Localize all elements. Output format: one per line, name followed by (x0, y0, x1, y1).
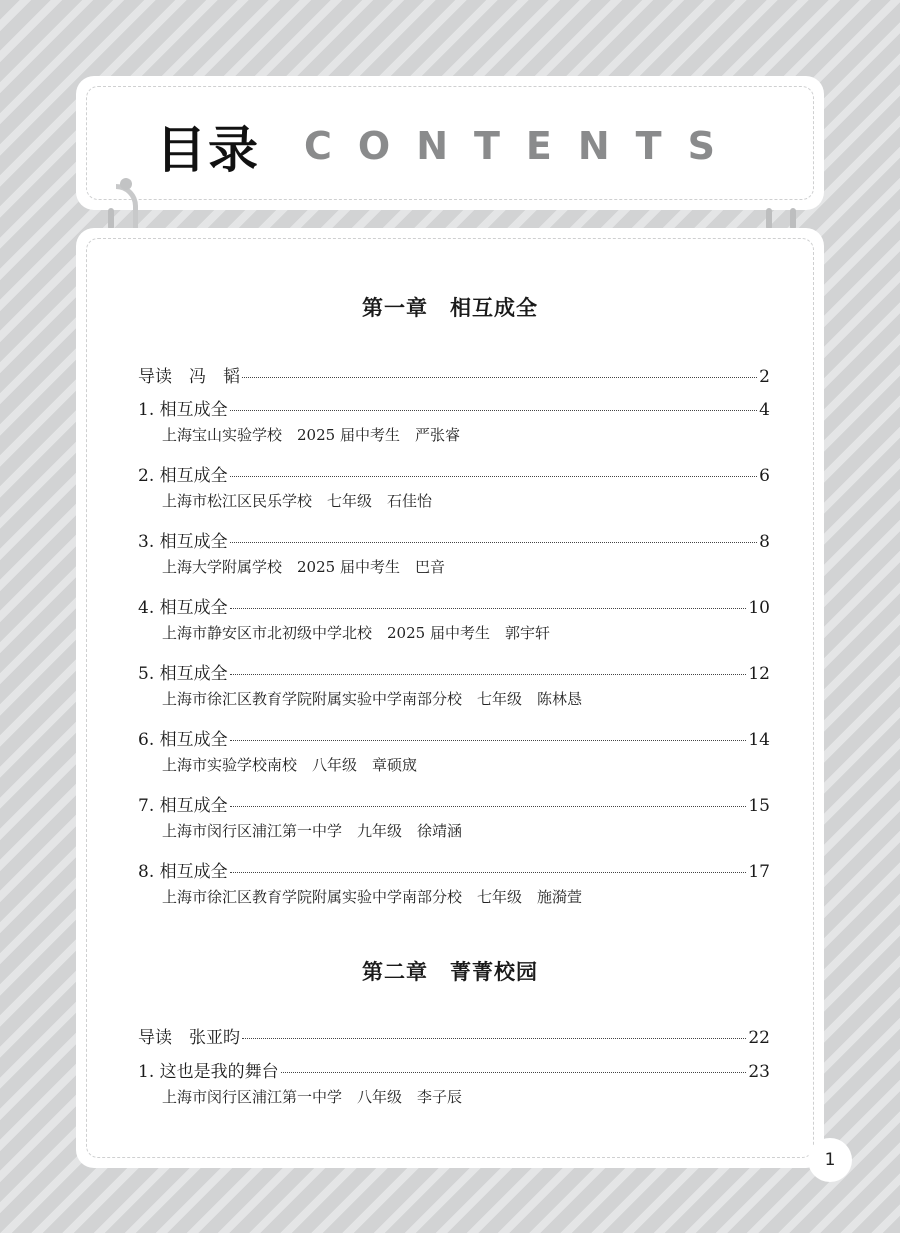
toc-entry[interactable] (138, 593, 770, 617)
toc-entry[interactable] (138, 791, 770, 815)
chapter-title: 第二章 菁菁校园 (362, 959, 538, 984)
toc-entry[interactable] (138, 1023, 770, 1047)
page-title-cn: 目录 (156, 121, 260, 179)
dot-leader (281, 1072, 747, 1073)
toc-entry[interactable] (138, 1057, 770, 1081)
toc-entry[interactable] (138, 461, 770, 485)
toc-entry-author: 上海市徐汇区教育学院附属实验中学南部分校 七年级 施漪萱 (162, 888, 583, 906)
toc-entry-page: 22 (748, 1028, 770, 1048)
binder-bar-right-icon (766, 208, 772, 230)
toc-entry[interactable] (138, 395, 770, 419)
dot-leader (230, 476, 758, 477)
toc-entry[interactable] (138, 527, 770, 551)
toc-entry-page: 8 (759, 532, 770, 552)
toc-entry-page: 2 (759, 367, 770, 387)
dot-leader (242, 377, 757, 378)
hook-top-dot-icon (120, 178, 132, 190)
toc-entry-page: 10 (748, 598, 770, 618)
toc-entry-label: 1. 相互成全 (138, 400, 228, 420)
toc-entry-label: 4. 相互成全 (138, 598, 228, 618)
binder-bar-left-icon (108, 208, 114, 230)
toc-entry-page: 12 (748, 664, 770, 684)
page-title-en: CONTENTS (304, 124, 741, 168)
toc-entry-label: 3. 相互成全 (138, 532, 228, 552)
dot-leader (230, 740, 747, 741)
toc-entry-label: 导读 冯 韬 (138, 367, 240, 387)
toc-entry-author: 上海宝山实验学校 2025 届中考生 严张睿 (162, 426, 460, 444)
toc-entry-page: 17 (748, 862, 770, 882)
toc-entry-label: 7. 相互成全 (138, 796, 228, 816)
toc-entry-label: 5. 相互成全 (138, 664, 228, 684)
chapter-title: 第一章 相互成全 (362, 295, 538, 320)
page-number: 1 (808, 1138, 852, 1182)
dot-leader (230, 608, 747, 609)
toc-entry-label: 6. 相互成全 (138, 730, 228, 750)
toc-card (76, 228, 824, 1168)
toc-entry-page: 23 (748, 1062, 770, 1082)
toc-entry-label: 1. 这也是我的舞台 (138, 1062, 279, 1082)
toc-entry-author: 上海市静安区市北初级中学北校 2025 届中考生 郭宇轩 (162, 624, 550, 642)
dot-leader (230, 674, 747, 675)
dot-leader (242, 1038, 746, 1039)
toc-entry[interactable] (138, 725, 770, 749)
toc-entry-author: 上海市松江区民乐学校 七年级 石佳怡 (162, 492, 433, 510)
toc-entry[interactable] (138, 659, 770, 683)
dot-leader (230, 410, 758, 411)
toc-entry-page: 14 (748, 730, 770, 750)
dot-leader (230, 872, 747, 873)
toc-entry-page: 6 (759, 466, 770, 486)
toc-entry-author: 上海市徐汇区教育学院附属实验中学南部分校 七年级 陈林恳 (162, 690, 583, 708)
dot-leader (230, 806, 747, 807)
toc-entry-author: 上海大学附属学校 2025 届中考生 巴音 (162, 558, 445, 576)
toc-entry-label: 导读 张亚昀 (138, 1028, 240, 1048)
header-card (76, 76, 824, 210)
title-row (156, 116, 741, 179)
toc-entry[interactable] (138, 857, 770, 881)
toc-entry-label: 8. 相互成全 (138, 862, 228, 882)
toc-entry-author: 上海市闵行区浦江第一中学 九年级 徐靖涵 (162, 822, 463, 840)
toc-entry-author: 上海市闵行区浦江第一中学 八年级 李子辰 (162, 1088, 463, 1106)
toc-entry-page: 15 (748, 796, 770, 816)
toc-entry-author: 上海市实验学校南校 八年级 章硕宬 (162, 756, 418, 774)
binder-bar-right-outer-icon (790, 208, 796, 230)
dot-leader (230, 542, 758, 543)
toc-entry-page: 4 (759, 400, 770, 420)
toc-entry[interactable] (138, 362, 770, 386)
toc-entry-label: 2. 相互成全 (138, 466, 228, 486)
